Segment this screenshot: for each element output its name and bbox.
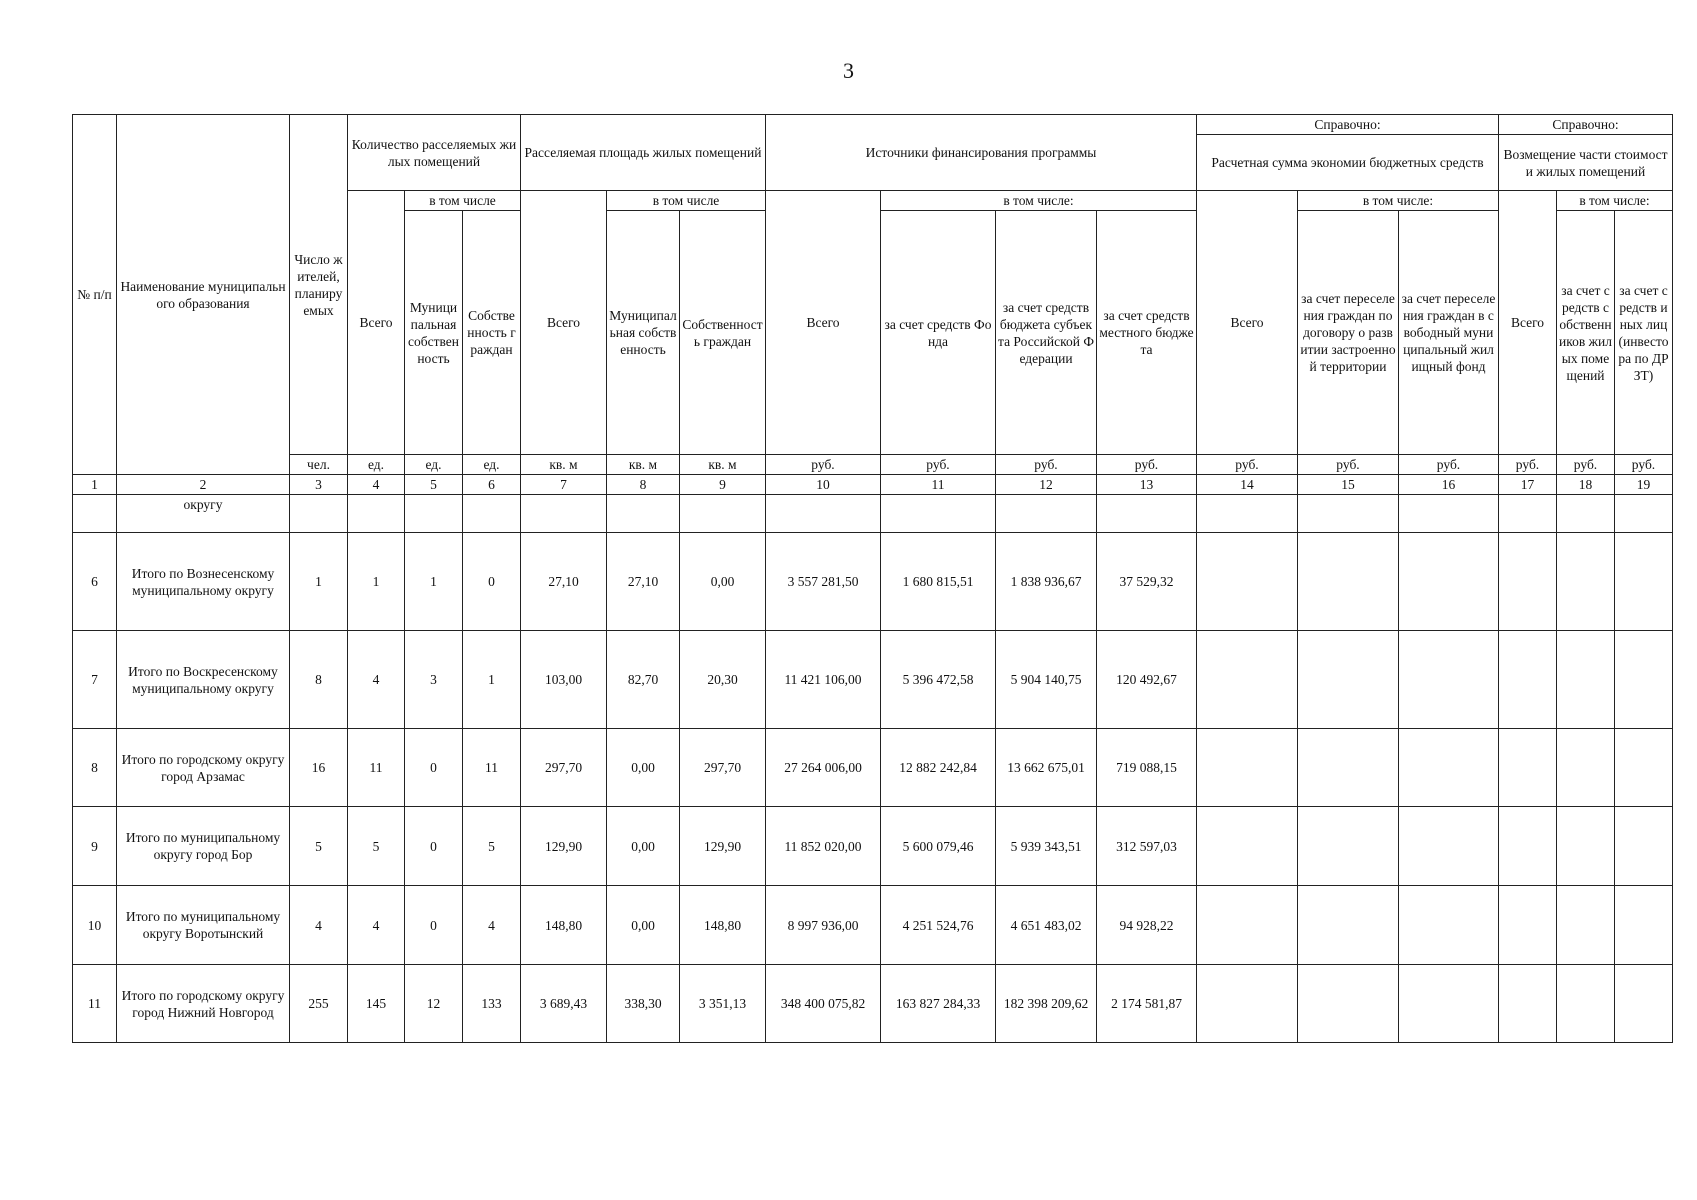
table-cell xyxy=(1399,631,1499,729)
table-cell: 1 xyxy=(405,533,463,631)
table-cell: 338,30 xyxy=(607,965,680,1043)
table-cell xyxy=(1499,965,1557,1043)
header-fund: за счет средств Фонда xyxy=(881,211,996,455)
table-cell: 4 251 524,76 xyxy=(881,886,996,965)
table-cell: 1 838 936,67 xyxy=(996,533,1097,631)
table-cell: 12 882 242,84 xyxy=(881,729,996,807)
table-cell xyxy=(1298,533,1399,631)
municipality-name-cell: Итого по Вознесенскому муниципальному округу xyxy=(117,533,290,631)
header-comp-persons: за счет средств иных лиц (инвестора по ДРЗТ) xyxy=(1615,211,1673,455)
table-cell: 348 400 075,82 xyxy=(766,965,881,1043)
column-number-cell: 13 xyxy=(1097,475,1197,495)
header-econ-incl: в том числе: xyxy=(1298,191,1499,211)
table-cell xyxy=(1615,729,1673,807)
table-cell xyxy=(1399,807,1499,886)
table-cell: 0 xyxy=(463,533,521,631)
column-number-cell: 10 xyxy=(766,475,881,495)
table-cell xyxy=(1298,729,1399,807)
table-cell: 182 398 209,62 xyxy=(996,965,1097,1043)
table-row xyxy=(73,729,1673,807)
table-cell: 94 928,22 xyxy=(1097,886,1197,965)
table-cell xyxy=(1557,886,1615,965)
table-cell xyxy=(1197,886,1298,965)
table-cell: 82,70 xyxy=(607,631,680,729)
table-cell xyxy=(1557,965,1615,1043)
table-cell: 4 xyxy=(463,886,521,965)
unit-cell: руб. xyxy=(1557,455,1615,475)
table-cell: 0,00 xyxy=(607,729,680,807)
table-cell xyxy=(1557,631,1615,729)
table-cell: 3 xyxy=(405,631,463,729)
table-cell: 3 689,43 xyxy=(521,965,607,1043)
unit-cell: руб. xyxy=(1097,455,1197,475)
table-cell xyxy=(1399,965,1499,1043)
header-mun-own-area: Муниципальная собственность xyxy=(607,211,680,455)
column-number-cell: 14 xyxy=(1197,475,1298,495)
column-number-cell: 18 xyxy=(1557,475,1615,495)
unit-cell: чел. xyxy=(290,455,348,475)
header-reference-comp: Справочно: xyxy=(1499,115,1673,135)
table-cell: 103,00 xyxy=(521,631,607,729)
unit-cell: руб. xyxy=(1399,455,1499,475)
table-cell: 27,10 xyxy=(521,533,607,631)
column-number-cell: 5 xyxy=(405,475,463,495)
unit-cell: ед. xyxy=(348,455,405,475)
table-cell: 312 597,03 xyxy=(1097,807,1197,886)
table-cell: 12 xyxy=(405,965,463,1043)
table-cell xyxy=(1399,729,1499,807)
header-area-group: Расселяемая площадь жилых помещений xyxy=(521,115,766,191)
table-cell: 27 264 006,00 xyxy=(766,729,881,807)
municipality-name-cell: Итого по муниципальному округу Воротынский xyxy=(117,886,290,965)
table-cell xyxy=(1298,495,1399,533)
column-number-cell: 19 xyxy=(1615,475,1673,495)
row-number-cell: 8 xyxy=(73,729,117,807)
table-cell xyxy=(1499,729,1557,807)
table-row xyxy=(73,533,1673,631)
table-cell xyxy=(1197,495,1298,533)
row-number-cell: 6 xyxy=(73,533,117,631)
table-cell: 2 174 581,87 xyxy=(1097,965,1197,1043)
table-cell: 5 939 343,51 xyxy=(996,807,1097,886)
table-cell: 5 xyxy=(463,807,521,886)
unit-cell: руб. xyxy=(996,455,1097,475)
table-row xyxy=(73,807,1673,886)
table-cell xyxy=(521,495,607,533)
header-residents: Число жителей, планируемых xyxy=(290,115,348,455)
unit-cell: кв. м xyxy=(680,455,766,475)
table-cell: 5 xyxy=(348,807,405,886)
header-qty-group: Количество расселяемых жилых помещений xyxy=(348,115,521,191)
table-row xyxy=(73,965,1673,1043)
row-number-cell: 7 xyxy=(73,631,117,729)
column-number-cell: 6 xyxy=(463,475,521,495)
header-financing-group: Источники финансирования программы xyxy=(766,115,1197,191)
table-cell: 129,90 xyxy=(680,807,766,886)
table-cell: 1 680 815,51 xyxy=(881,533,996,631)
table-cell: 1 xyxy=(463,631,521,729)
table-row xyxy=(73,495,1673,533)
table-cell xyxy=(1298,807,1399,886)
table-cell: 297,70 xyxy=(521,729,607,807)
table-cell: 4 xyxy=(348,631,405,729)
table-cell: 11 xyxy=(463,729,521,807)
table-cell: 1 xyxy=(290,533,348,631)
header-comp-incl: в том числе: xyxy=(1557,191,1673,211)
table-cell xyxy=(1499,533,1557,631)
municipality-name-cell: Итого по городскому округу город Арзамас xyxy=(117,729,290,807)
table-cell xyxy=(1557,533,1615,631)
table-row xyxy=(73,886,1673,965)
municipality-name-cell: округу xyxy=(117,495,290,533)
table-cell: 148,80 xyxy=(680,886,766,965)
table-cell xyxy=(1197,533,1298,631)
table-cell xyxy=(1615,631,1673,729)
table-cell xyxy=(680,495,766,533)
table-cell: 4 xyxy=(290,886,348,965)
column-number-cell: 1 xyxy=(73,475,117,495)
column-number-cell: 7 xyxy=(521,475,607,495)
table-cell: 3 351,13 xyxy=(680,965,766,1043)
table-cell: 8 xyxy=(290,631,348,729)
table-cell xyxy=(1557,807,1615,886)
table-cell: 163 827 284,33 xyxy=(881,965,996,1043)
table-cell xyxy=(1097,495,1197,533)
header-comp-group: Возмещение части стоимости жилых помещений xyxy=(1499,135,1673,191)
header-econ-group: Расчетная сумма экономии бюджетных средств xyxy=(1197,135,1499,191)
table-cell: 27,10 xyxy=(607,533,680,631)
table-cell xyxy=(1615,965,1673,1043)
row-number-cell: 11 xyxy=(73,965,117,1043)
column-number-cell: 3 xyxy=(290,475,348,495)
column-number-cell: 4 xyxy=(348,475,405,495)
table-cell xyxy=(1499,886,1557,965)
table-cell: 120 492,67 xyxy=(1097,631,1197,729)
table-cell: 37 529,32 xyxy=(1097,533,1197,631)
table-cell: 11 852 020,00 xyxy=(766,807,881,886)
header-local-budget: за счет средств местного бюджета xyxy=(1097,211,1197,455)
table-cell: 20,30 xyxy=(680,631,766,729)
table-cell xyxy=(1399,495,1499,533)
table-cell xyxy=(290,495,348,533)
header-subject-budget: за счет средств бюджета субъекта Российской Федерации xyxy=(996,211,1097,455)
table-cell xyxy=(1197,965,1298,1043)
header-comp-total: Всего xyxy=(1499,191,1557,455)
table-cell: 0,00 xyxy=(607,886,680,965)
unit-cell: руб. xyxy=(1615,455,1673,475)
municipality-name-cell: Итого по городскому округу город Нижний Новгород xyxy=(117,965,290,1043)
header-fin-incl: в том числе: xyxy=(881,191,1197,211)
table-cell: 129,90 xyxy=(521,807,607,886)
row-number-cell: 9 xyxy=(73,807,117,886)
table-cell: 4 xyxy=(348,886,405,965)
table-cell xyxy=(1615,495,1673,533)
table-cell xyxy=(1298,965,1399,1043)
header-citizen-own-area: Собственность граждан xyxy=(680,211,766,455)
housing-resettlement-table xyxy=(72,114,1673,1043)
header-citizen-own-qty: Собственность граждан xyxy=(463,211,521,455)
table-cell xyxy=(1298,631,1399,729)
table-cell: 0,00 xyxy=(680,533,766,631)
table-cell xyxy=(607,495,680,533)
table-cell: 4 651 483,02 xyxy=(996,886,1097,965)
column-number-cell: 17 xyxy=(1499,475,1557,495)
header-mun-own-qty: Муниципальная собственность xyxy=(405,211,463,455)
table-cell: 148,80 xyxy=(521,886,607,965)
header-resettle-dev: за счет переселения граждан по договору о развитии застроенной территории xyxy=(1298,211,1399,455)
table-cell: 145 xyxy=(348,965,405,1043)
table-cell: 11 421 106,00 xyxy=(766,631,881,729)
table-cell xyxy=(1615,886,1673,965)
unit-cell: руб. xyxy=(766,455,881,475)
header-qty-incl: в том числе xyxy=(405,191,521,211)
table-cell xyxy=(996,495,1097,533)
municipality-name-cell: Итого по муниципальному округу город Бор xyxy=(117,807,290,886)
table-cell xyxy=(881,495,996,533)
header-reference-econ: Справочно: xyxy=(1197,115,1499,135)
header-resettle-free: за счет переселения граждан в свободный муниципальный жилищный фонд xyxy=(1399,211,1499,455)
page-number: 3 xyxy=(843,58,854,83)
table-cell: 0 xyxy=(405,886,463,965)
municipality-name-cell: Итого по Воскресенскому муниципальному округу xyxy=(117,631,290,729)
table-cell xyxy=(1298,886,1399,965)
table-cell xyxy=(1615,533,1673,631)
table-cell: 5 904 140,75 xyxy=(996,631,1097,729)
table-cell xyxy=(463,495,521,533)
header-name: Наименование муниципального образования xyxy=(117,115,290,475)
column-number-cell: 15 xyxy=(1298,475,1399,495)
unit-cell: кв. м xyxy=(607,455,680,475)
unit-cell: руб. xyxy=(1499,455,1557,475)
table-cell: 0,00 xyxy=(607,807,680,886)
table-cell xyxy=(766,495,881,533)
column-number-cell: 12 xyxy=(996,475,1097,495)
table-cell: 5 600 079,46 xyxy=(881,807,996,886)
table-cell: 5 396 472,58 xyxy=(881,631,996,729)
header-fin-total: Всего xyxy=(766,191,881,455)
table-cell: 13 662 675,01 xyxy=(996,729,1097,807)
row-number-cell: 10 xyxy=(73,886,117,965)
table-cell xyxy=(1399,886,1499,965)
column-number-cell: 16 xyxy=(1399,475,1499,495)
table-cell: 0 xyxy=(405,807,463,886)
table-cell xyxy=(1197,729,1298,807)
units-row xyxy=(73,455,1673,475)
column-number-cell: 11 xyxy=(881,475,996,495)
table-cell xyxy=(1399,533,1499,631)
row-number-cell xyxy=(73,495,117,533)
table-cell: 133 xyxy=(463,965,521,1043)
header-area-total: Всего xyxy=(521,191,607,455)
table-cell: 5 xyxy=(290,807,348,886)
table-cell: 297,70 xyxy=(680,729,766,807)
header-econ-total: Всего xyxy=(1197,191,1298,455)
unit-cell: руб. xyxy=(1298,455,1399,475)
table-cell: 0 xyxy=(405,729,463,807)
table-cell: 719 088,15 xyxy=(1097,729,1197,807)
unit-cell: руб. xyxy=(881,455,996,475)
column-numbers-row xyxy=(73,475,1673,495)
table-cell: 3 557 281,50 xyxy=(766,533,881,631)
table-row xyxy=(73,631,1673,729)
table-cell xyxy=(1615,807,1673,886)
table-cell: 255 xyxy=(290,965,348,1043)
unit-cell: ед. xyxy=(463,455,521,475)
table-cell: 1 xyxy=(348,533,405,631)
table-cell xyxy=(1557,729,1615,807)
table-cell xyxy=(405,495,463,533)
table-cell: 11 xyxy=(348,729,405,807)
header-qty-total: Всего xyxy=(348,191,405,455)
unit-cell: руб. xyxy=(1197,455,1298,475)
table-cell: 16 xyxy=(290,729,348,807)
header-comp-owners: за счет средств собственников жилых помещений xyxy=(1557,211,1615,455)
table-cell xyxy=(1499,807,1557,886)
header-no: № п/п xyxy=(73,115,117,475)
table-cell xyxy=(348,495,405,533)
table-cell xyxy=(1197,807,1298,886)
table-cell xyxy=(1499,631,1557,729)
column-number-cell: 2 xyxy=(117,475,290,495)
table-cell xyxy=(1197,631,1298,729)
unit-cell: ед. xyxy=(405,455,463,475)
table-cell xyxy=(1557,495,1615,533)
table-cell: 8 997 936,00 xyxy=(766,886,881,965)
table-cell xyxy=(1499,495,1557,533)
column-number-cell: 9 xyxy=(680,475,766,495)
header-area-incl: в том числе xyxy=(607,191,766,211)
unit-cell: кв. м xyxy=(521,455,607,475)
column-number-cell: 8 xyxy=(607,475,680,495)
